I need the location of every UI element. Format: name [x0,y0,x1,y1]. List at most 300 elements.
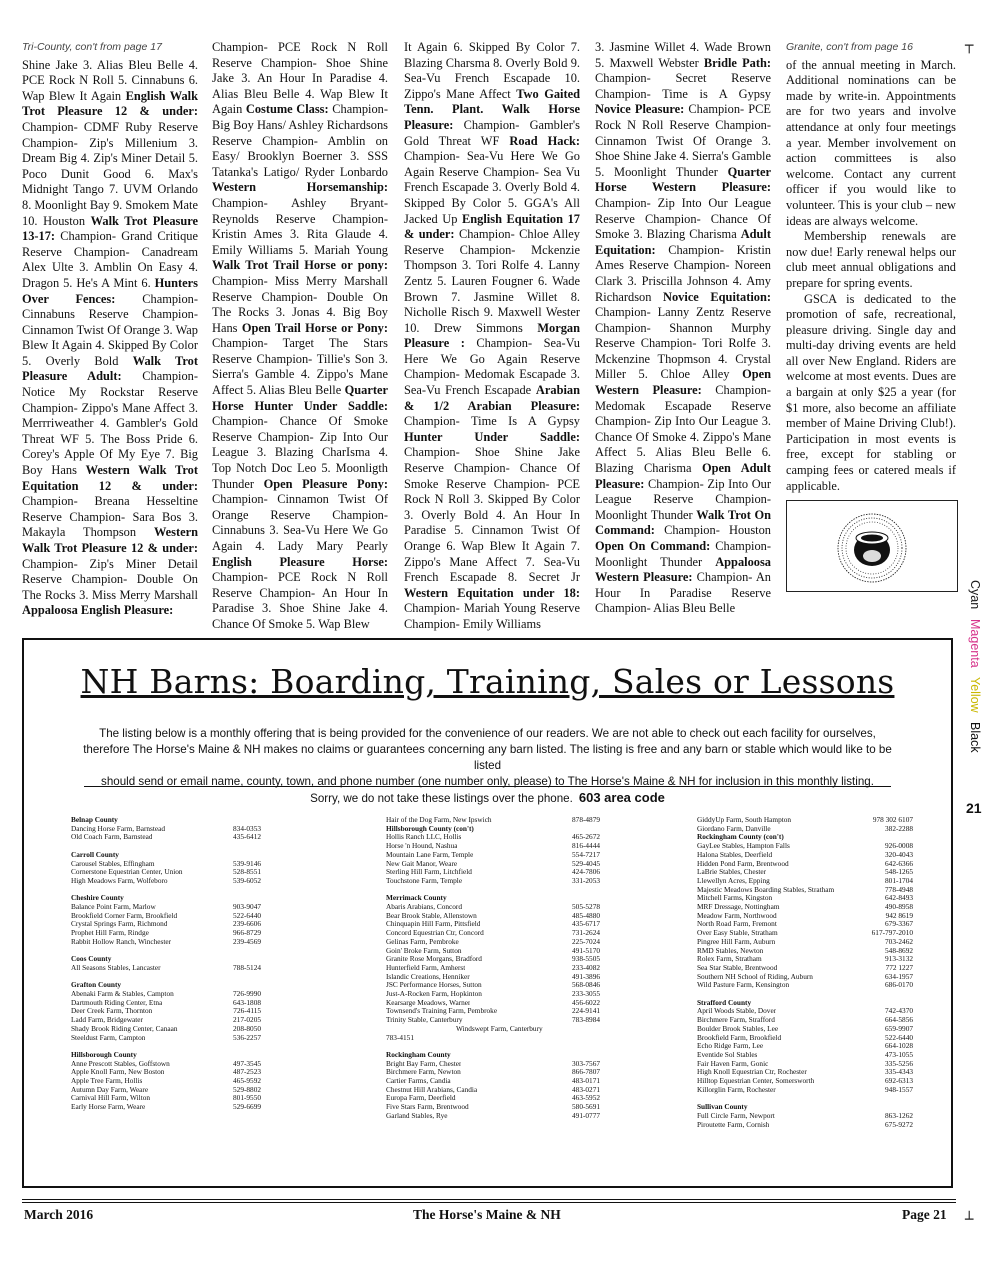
barn-listing-row [386,1007,600,1016]
barn-name: High Knoll Equestrian Ctr, Rochester [697,1068,807,1077]
barn-name: Cartier Farms, Candia [386,1077,451,1086]
article-column-1 [22,40,198,619]
county-heading: Grafton County [71,980,122,990]
barn-listing-row [697,816,913,825]
barn-listing-row [386,842,600,851]
barn-listing-row [697,1034,913,1043]
barn-name: Garland Stables, Rye [386,1111,448,1120]
article-paragraph [595,40,771,617]
barn-name: Apple Tree Farm, Hollis [71,1077,143,1086]
barn-phone: 239-4569 [233,936,261,946]
class-heading: Adult Equitation: [595,227,771,257]
barn-listing-row [697,860,913,869]
barn-listing-row [386,947,600,956]
barn-name: Eventide Sol Stables [697,1050,758,1059]
barn-name: Mitchell Farms, Kingston [697,894,773,903]
barn-listing-row [697,1112,913,1121]
barn-name: Bright Bay Farm, Chester [386,1059,462,1068]
barn-phone: 863-1262 [885,1110,913,1120]
barn-listing-row [697,973,913,982]
barn-name: Hunterfield Farm, Amherst [386,963,466,972]
barn-name: Fair Haven Farm, Gonic [697,1059,769,1068]
listing-description [76,726,899,807]
barn-phone: 726-9990 [233,989,261,998]
barn-listing-row [697,851,913,860]
listing-column-3 [697,816,913,1129]
barn-listing-row [697,1086,913,1095]
barn-name: Deer Creek Farm, Thornton [71,1007,153,1016]
class-heading: Open On Command: [595,539,711,553]
barn-listing-row [697,868,913,877]
barn-phone: 483-0171 [572,1076,600,1086]
results-text: Champion- Grand Critique Reserve Champion- Canadream Alex Ulte 3. Amblin On Easy 4. Dragon 5. He's A Mint 6. [22,229,198,290]
results-text: Champion- Kristin Ames Reserve Champion- Noreen Clark 3. Priscilla Johnson 4. Amy Richardson [595,242,771,304]
barn-phone: 966-8729 [233,928,261,938]
barn-phone: 487-2523 [233,1067,261,1077]
article-paragraph [22,58,198,619]
class-heading: Novice Pleasure: [595,102,685,117]
barn-name: JSC Performance Horses, Sutton [386,981,482,990]
results-text: Champion- Chloe Alley Reserve Champion- Mckenzie Thompson 3. Tori Rolfe 4. Lanny Zentz 5. Lauren Fougner 6. Wade Brown 7. Jasmine Willet 8. Nicholle Risch 9. Maxwell Wester 10. Drew Simmons [404,227,580,335]
class-heading: Appaloosa English Pleasure: [22,603,174,618]
barn-phone: 539-9146 [233,858,261,868]
barn-name: Carousel Stables, Effingham [71,859,155,868]
barn-name: Trinity Stable, Canterbury [386,1016,463,1025]
barn-listing-row [697,894,913,903]
barn-name: LaBrie Stables, Chester [697,868,767,877]
barn-name: Full Circle Farm, Newport [697,1111,775,1120]
barn-phone: 224-9141 [572,1006,600,1016]
barn-phone: 664-5856 [885,1015,913,1025]
barn-phone: 686-0170 [885,980,913,990]
county-heading: Belnap County [71,815,118,824]
barn-name: Anne Prescott Stables, Goffstown [71,1059,170,1068]
barn-phone: 816-4444 [572,841,600,851]
results-text: Champion- Mariah Young Reserve Champion- Emily Williams [404,601,580,631]
barn-listing-row [386,999,600,1008]
barn-name: April Woods Stable, Dover [697,1007,777,1016]
barn-name: Dartmouth Riding Center, Etna [71,998,163,1007]
barn-phone: 801-9550 [233,1093,261,1103]
barn-name: Hollis Ranch LLC, Hollis [386,833,462,842]
barn-phone: 208-8050 [233,1023,261,1033]
barn-name: Brookfield Corner Farm, Brookfield [71,911,178,920]
barn-name: Wild Pasture Farm, Kensington [697,981,790,990]
barn-listing-row [386,851,600,860]
class-heading: Morgan Pleasure : [404,320,580,351]
barn-listing-row [697,842,913,851]
barn-phone: 303-7567 [572,1058,600,1068]
barn-phone: 505-5278 [572,902,600,912]
barn-phone: 548-1265 [885,867,913,877]
barn-phone: 528-8551 [233,867,261,877]
barn-phone: 788-5124 [233,962,261,972]
barn-phone: 942 8619 [885,910,913,920]
results-text: Champion- Notice My Rockstar Reserve Champion- Zippo's Mane Affect 3. Merrriweather 4. Gambler's Gold Threat WF 5. The Boss Pride 6. Corey's Apple Of My Eye 7. Big Boy Hans [22,369,198,478]
barn-name: Ladd Farm, Bridgewater [71,1016,143,1025]
class-heading: Arabian & 1/2 Arabian Pleasure: [404,383,580,413]
results-text: of the annual meeting in March. Additional nominations can be made by write-in. Appointments are for two years and involve attendance at only four meetings a year. Member involvement on action committees is also welcome. Contact any current officer if you would like to volunteer. This is your club – new ideas are always welcome. [786,57,956,228]
barn-listing-row [386,868,600,877]
barn-name: Boulder Brook Stables, Lee [697,1024,779,1033]
results-text: Champion- Gambler's Gold Threat WF [404,117,580,148]
barn-phone: 539-6052 [233,875,261,885]
class-heading: Western Equitation under 18: [404,585,580,600]
barn-phone: 536-2257 [233,1032,261,1042]
barn-name: Touchstone Farm, Temple [386,876,463,885]
class-heading: Walk Trot Trail Horse or pony: [212,258,388,273]
results-text: Champion- Zip Into Our League Reserve Champion- Chance Of Smoke 3. Blazing Charisma [595,195,771,242]
barn-phone: 675-9272 [885,1119,913,1129]
article-paragraph [786,292,956,495]
listing-column-2 [386,816,600,1121]
barn-name: All Seasons Stables, Lancaster [71,963,161,972]
barn-name: Southern NH School of Riding, Auburn [697,972,813,981]
county-heading: Strafford County [697,997,752,1007]
class-heading: Walk Trot Pleasure 13-17: [22,213,198,244]
listing-column-1 [71,816,261,1112]
class-heading: English Equitation 17 & under: [404,211,580,242]
barn-name: Mountain Lane Farm, Temple [386,850,474,859]
footer-publication: The Horse's Maine & NH [413,1207,561,1222]
barn-name: Cornerstone Equestrian Center, Union [71,868,183,877]
barn-listing-row [71,833,261,842]
class-heading: Open Adult Pleasure: [595,461,771,491]
barn-name: Steeldust Farm, Campton [71,1033,146,1042]
barn-phone: 659-9907 [885,1023,913,1033]
results-text: 3. Jasmine Willet 4. Wade Brown 5. Maxwell Webster [595,40,771,70]
barn-listing-row [697,1068,913,1077]
listing-description-line: The listing below is a monthly offering that is being provided for the convenience of our readers. We are not able to check out each facility for ourselves, [99,727,876,740]
barn-listing-row [697,912,913,921]
barn-listing-row [386,833,600,842]
barn-name: Hidden Pond Farm, Brentwood [697,859,789,868]
barn-listing-row [386,903,600,912]
barn-listing-row [697,1016,913,1025]
footer-page-number: Page 21 [902,1207,947,1222]
barn-name: High Meadows Farm, Wolfeboro [71,876,168,885]
barn-phone: 529-6699 [233,1102,261,1112]
barn-name: Kearsarge Meadows, Warner [386,998,471,1007]
color-label-black: Black [968,721,982,753]
barn-listing-row [71,938,261,947]
barn-phone: 233-4082 [572,962,600,972]
barn-phone: 522-6440 [885,1032,913,1042]
barn-name: Goin' Broke Farm, Sutton [386,946,462,955]
barn-name: Majestic Meadows Boarding Stables, Stratham [697,885,835,894]
article-paragraph [212,40,388,633]
barn-name: Chestnut Hill Arabians, Candia [386,1085,478,1094]
barn-listing-row [697,981,913,990]
barn-listing-row [697,1060,913,1069]
results-text: Champion- Sea-Vu Here We Go Again Reserve Champion- Sea Vu French Escapade 3. Overly Bold 4. Skipped By Color 5. GGA's All Jacked Up [404,149,580,226]
barn-name: Chinquapin Hill Farm, Pittsfield [386,920,481,929]
barn-name: 783-4151 [386,1033,414,1042]
barn-phone: 772 1227 [885,962,913,972]
barn-listing-row [386,1016,600,1025]
barn-phone: 568-0846 [572,980,600,990]
barn-name: Sterling Hill Farm, Litchfield [386,868,472,877]
barn-phone: 382-2288 [885,823,913,833]
barn-listing-row [697,1025,913,1034]
class-heading: Open Pleasure Pony: [263,476,388,491]
results-text: Champion- Big Boy Hans/ Ashley Richardsons Reserve Champion- Amblin on Easy/ Brooklyn Boerner 3. SSS Tatanka's Latigo/ Ryder Lonbardo [212,102,388,179]
barn-phone: 978 302 6107 [872,815,913,824]
barn-phone: 643-1808 [233,997,261,1007]
article-column-2 [212,40,388,633]
article-column-5 [786,40,956,494]
class-heading: Open Western Pleasure: [595,367,771,398]
class-heading: Quarter Horse Hunter Under Saddle: [212,383,388,413]
barn-name: Granite Rose Morgans, Bradford [386,955,482,964]
barn-name: Apple Knoll Farm, New Boston [71,1068,165,1077]
barn-phone: 463-5952 [572,1093,600,1103]
results-text: Membership renewals are now due! Early renewal helps our club meet annual obligations and prepare for spring events. [786,229,956,290]
barn-phone: 320-4043 [885,849,913,859]
barn-listing-row [386,1112,600,1121]
barn-name: Llewellyn Acres, Epping [697,876,770,885]
barn-phone: 491-3896 [572,971,600,981]
barn-listing-row [386,1025,600,1034]
barn-name: Islandic Creations, Henniker [386,972,470,981]
county-heading: Hillsborough County (con't) [386,823,474,833]
barn-name: Halona Stables, Deerfield [697,850,773,859]
barn-listing-row [697,1007,913,1016]
results-text: Champion- PCE Rock N Roll Reserve Champion- Shoe Shine Jake 3. An Hour In Paradise 4. Alias Bleu Belle 4. Wap Blew It Again [212,40,388,117]
barn-listing-row [697,964,913,973]
barn-phone: 742-4370 [885,1006,913,1016]
club-logo-illustration [786,500,958,592]
results-text: Champion- Breana Hesseltine Reserve Champion- Sara Bos 3. Makayla Thompson [22,494,198,540]
barn-phone: 801-1704 [885,875,913,885]
county-heading: Rockingham County (con't) [697,832,784,842]
registration-mark-top: ┬ [965,38,974,54]
barn-phone: 335-4343 [885,1067,913,1077]
barn-phone: 217-0205 [233,1015,261,1025]
barn-listing-box [22,638,953,1188]
class-heading: Novice Equitation: [663,289,771,304]
barn-name: Dancing Horse Farm, Barnstead [71,824,166,833]
results-text: Champion- Zip's Miner Detail Reserve Champion- Double On The Rocks 3. Miss Merry Marshall [22,556,198,602]
county-heading: Cheshire County [71,893,124,903]
barn-phone: 225-7024 [572,936,600,946]
barn-name: Hilltop Equestrian Center, Somersworth [697,1077,815,1086]
listing-description-line: therefore The Horse's Maine & NH makes no claims or guarantees concerning any barn listed. The listing is free and any barn or stable which would like to be listed [83,743,892,772]
county-heading: Rockingham County [386,1049,451,1059]
county-heading: Hillsborough County [71,1049,137,1059]
barn-listing-row [697,1051,913,1060]
barn-name: Townsend's Training Farm, Pembroke [386,1007,498,1016]
barn-name: Prophet Hill Farm, Rindge [71,929,149,938]
barn-phone: 490-8958 [885,902,913,912]
barn-listing-row [697,886,913,895]
barn-listing-row [697,903,913,912]
barn-phone: 580-5691 [572,1102,600,1112]
barn-name: Killorglin Farm, Rochester [697,1085,776,1094]
class-heading: Western Walk Trot Pleasure 12 & under: [22,525,198,555]
barn-listing-row [697,1121,913,1130]
barn-listing-row [386,920,600,929]
barn-name: Balance Point Farm, Marlow [71,903,156,911]
side-page-number: 21 [966,800,982,816]
barn-listing-row [697,938,913,947]
barn-listing-row [697,1077,913,1086]
barn-name: Birchmere Farm, Newton [386,1068,461,1077]
results-text: Champion- Lanny Zentz Reserve Champion- Shannon Murphy Reserve Champion- Tori Rolfe 3. Mckenzine Thopmson 4. Crystal Miller 5. Chloe Alley [595,305,771,382]
results-text: Champion- Ashley Bryant-Reynolds Reserve Champion- Kristin Ames 3. Rita Glaude 4. Emily Williams 5. Mariah Young [212,195,388,257]
class-heading: Quarter Horse Western Pleasure: [595,164,771,195]
barn-phone: 834-0353 [233,823,261,833]
barn-listing-row [386,1094,600,1103]
barn-listing-row [71,1034,261,1043]
barn-name: Rabbit Hollow Ranch, Winchester [71,937,172,946]
barn-phone: 726-4115 [233,1006,261,1016]
listing-description-line: should send or email name, county, town, and phone number (one number only, please) to The Horse's Maine & NH for inclusion in this monthly listing. [101,775,874,788]
barn-listing-row [386,1060,600,1069]
footer-date: March 2016 [24,1207,94,1222]
barn-name: Brookfield Farm, Brookfield [697,1033,782,1042]
listing-divider [84,786,891,787]
barn-name: Pingree Hill Farm, Auburn [697,937,776,946]
barn-name: Europa Farm, Deerfield [386,1094,456,1103]
barn-phone: 731-2624 [572,928,600,938]
article-column-3 [404,40,580,633]
results-text: Champion- Sea-Vu Here We Go Again Reserve Champion- Medomak Escapade 3. Sea-Vu French Escapade [404,336,580,398]
barn-listing-row [386,981,600,990]
results-text: Shine Jake 3. Alias Bleu Belle 4. PCE Rock N Roll 5. Cinnabuns 6. Wap Blew It Again [22,57,198,103]
article-paragraph [786,58,956,230]
class-heading: English Pleasure Horse: [212,554,388,569]
barn-phone: 692-6313 [885,1076,913,1086]
results-text: Champion- Medomak Escapade Reserve Champion- Zip Into Our League 3. Chance Of Smoke 4. Zippo's Mane Affect 5. Alias Bleu Belle 6. Blazing Charisma [595,383,771,476]
barn-name: Piroutette Farm, Cornish [697,1120,770,1129]
barn-phone: 703-2462 [885,936,913,946]
barn-phone: 529-8802 [233,1084,261,1094]
barn-listing-row [71,877,261,886]
results-text: Champion- Target The Stars Reserve Champion- Tillie's Son 3. Sierra's Gamble 4. Zippo's Mane Affect 5. Alias Bleu Belle [212,336,388,398]
results-text: Champion- Moonlight Thunder [595,539,771,569]
footer-rule-top [22,1199,956,1200]
class-heading: Appaloosa Western Pleasure: [595,554,771,585]
barn-listing-row [386,1077,600,1086]
barn-listing-row [386,990,600,999]
results-text: Champion- Shoe Shine Jake Reserve Champion- Chance Of Smoke Reserve Champion- PCE Rock N Roll 3. Skipped By Color 3. Overly Bold 4. An Hour In Paradise 5. Cinnamon Twist Of Orange 6. Wap Blew It Again 7. Zippo's Mane Affect 7. Sea-Vu French Escapade 8. Secret Jr [404,445,580,585]
barn-name: Windswept Farm, Canterbury [456,1024,543,1033]
barn-phone: 913-3132 [885,954,913,964]
barn-listing-row [386,938,600,947]
barn-name: GiddyUp Farm, South Hampton [697,816,792,824]
continued-from-label: Granite, con't from page 16 [786,41,913,53]
barn-listing-row [697,929,913,938]
barn-name: Abaris Arabians, Concord [386,903,462,912]
barn-phone: 903-9047 [233,902,261,911]
results-text: Champion- Miss Merry Marshall Reserve Champion- Double On The Rocks 3. Jonas 4. Big Boy Hans [212,273,388,335]
barn-phone: 239-6606 [233,919,261,929]
barn-listing-row [386,955,600,964]
article-paragraph [786,229,956,291]
barn-listing-row [386,1034,600,1043]
barn-phone: 926-0008 [885,841,913,851]
barn-phone: 529-4045 [572,858,600,868]
barn-name: Gelinas Farm, Pembroke [386,937,459,946]
barn-phone: 948-1557 [885,1084,913,1094]
barn-phone: 435-6717 [572,919,600,929]
barn-name: Five Stars Farm, Brentwood [386,1103,469,1112]
class-heading: Hunters Over Fences: [22,275,198,306]
barn-phone: 634-1957 [885,971,913,981]
barn-phone: 617-797-2010 [871,928,913,938]
results-text: Champion- PCE Rock N Roll Reserve Champion- Cinnamon Twist Of Orange 3. Shoe Shine Jake 4. Sierra's Gamble 5. Moonlight Thunder [595,102,772,179]
barn-name: RMD Stables, Newton [697,946,764,955]
county-heading: Coos County [71,954,112,964]
barn-name: Hair of the Dog Farm, New Ipswich [386,816,492,824]
class-heading: Walk Trot Pleasure Adult: [22,353,198,384]
barn-phone: 642-6366 [885,858,913,868]
class-heading: Western Horsemanship: [212,180,388,195]
barn-listing-row [71,964,261,973]
county-heading: Sullivan County [697,1102,748,1112]
article-paragraph [404,40,580,633]
barn-phone: 679-3367 [885,919,913,929]
results-text: Champion- Secret Reserve Champion- Time is A Gypsy [595,71,771,101]
barn-listing-row [386,929,600,938]
barn-phone: 473-1055 [885,1049,913,1059]
listing-description-line [76,790,899,807]
article-column-4 [595,40,771,617]
continued-from-label: Tri-County, con't from page 17 [22,41,162,53]
barn-phone: 783-8984 [572,1015,600,1025]
results-text: Champion- An Hour In Paradise Reserve Champion- Alias Bleu Belle [595,570,771,616]
barn-name: Just-A-Rocken Farm, Hopkinton [386,990,482,999]
barn-listing-row [697,947,913,956]
results-text: Champion- Cinnamon Twist Of Orange Reserve Champion- Cinnabuns 3. Sea-Vu Here We Go Again 4. Lady Mary Pearly [212,492,388,553]
print-color-bar [968,580,982,759]
barn-phone: 497-3545 [233,1058,261,1068]
barn-listing-row [697,877,913,886]
color-label-cyan: Cyan [968,580,982,610]
results-text: Champion- Time Is A Gypsy [404,414,580,429]
results-text: Champion- Zip Into Our League Reserve Champion- Moonlight Thunder [595,476,771,522]
class-heading: Road Hack: [509,133,580,148]
barn-phone: 548-8692 [885,945,913,955]
barn-listing-row [697,955,913,964]
barn-name: North Road Farm, Fremont [697,920,777,929]
barn-phone: 435-6412 [233,832,261,842]
barn-name: Echo Ridge Farm, Lee [697,1042,764,1051]
listing-title: NH Barns: Boarding, Training, Sales or Lessons [80,662,895,701]
class-heading: English Walk Trot Pleasure 12 & under: [22,88,199,119]
barn-name: Abenaki Farm & Stables, Campton [71,990,174,998]
barn-listing-row [386,877,600,886]
barn-listing-row [386,860,600,869]
barn-phone: 878-4879 [572,815,600,824]
barn-phone: 456-6022 [572,997,600,1007]
barn-phone: 642-8493 [885,893,913,903]
barn-name: MRF Dressage, Nottingham [697,903,780,912]
barn-name: Shady Brook Riding Center, Canaan [71,1024,178,1033]
county-heading: Carroll County [71,849,119,859]
barn-listing-row [386,1103,600,1112]
area-code-note: 603 area code [578,790,665,805]
results-text: Champion- Cinnabuns Reserve Champion- Cinnamon Twist Of Orange 3. Wap Blew It Again 4. Skipped By Color 5. Overly Bold [22,291,198,368]
barn-listing-row [697,1042,913,1051]
barn-name: Crystal Springs Farm, Richmond [71,920,168,929]
results-text: Champion- CDMF Ruby Reserve Champion- Zip's Millenium 3. Dream Big 4. Zip's Miner Detail 5. Poco Dunit Good 6. Max's Midnight Tango 7. UVM Orlando 8. Moonlight Bay 9. Smokem Mate 10. Houston [22,119,198,228]
footer-rule-bottom [22,1202,956,1203]
barn-phone: 331-2053 [572,875,600,885]
results-text: GSCA is dedicated to the promotion of safe, recreational, pleasure driving. Single day and multi-day driving events are held all over New England. Riders are welcome at most events. Dues are a bargain at only $25 a year (for $1 more, also become an affiliate member of Maine Driving Club!). Participation in most events is free, except for stabling or camping fees or catered meals if applicable. [786,291,956,493]
barn-name: Over Easy Stable, Stratham [697,929,778,938]
